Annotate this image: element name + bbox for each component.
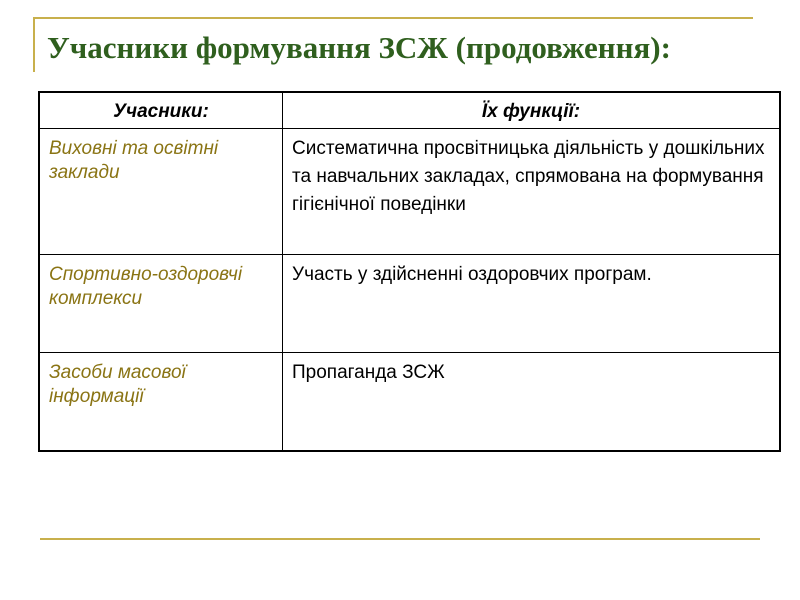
table-header-row [39, 92, 780, 129]
participant-cell: Засоби масової інформації [39, 353, 283, 452]
slide-title: Учасники формування ЗСЖ (продовження): [47, 30, 671, 65]
table-row [39, 255, 780, 353]
function-cell: Систематична просвітницька діяльність у дошкільних та навчальних закладах, спрямована на формування гігієнічної поведінки [283, 129, 781, 255]
participant-cell: Спортивно-оздоровчі комплекси [39, 255, 283, 353]
table-row [39, 353, 780, 452]
decorative-bottom-line [40, 538, 760, 540]
function-cell: Участь у здійсненні оздоровчих програм. [283, 255, 781, 353]
participants-table-container [38, 91, 781, 452]
decorative-left-bar [33, 17, 35, 72]
function-cell: Пропаганда ЗСЖ [283, 353, 781, 452]
header-participants: Учасники: [39, 92, 283, 129]
participant-cell: Виховні та освітні заклади [39, 129, 283, 255]
decorative-top-line [33, 17, 753, 19]
header-functions: Їх функції: [283, 92, 781, 129]
participants-table [38, 91, 781, 452]
table-row [39, 129, 780, 255]
